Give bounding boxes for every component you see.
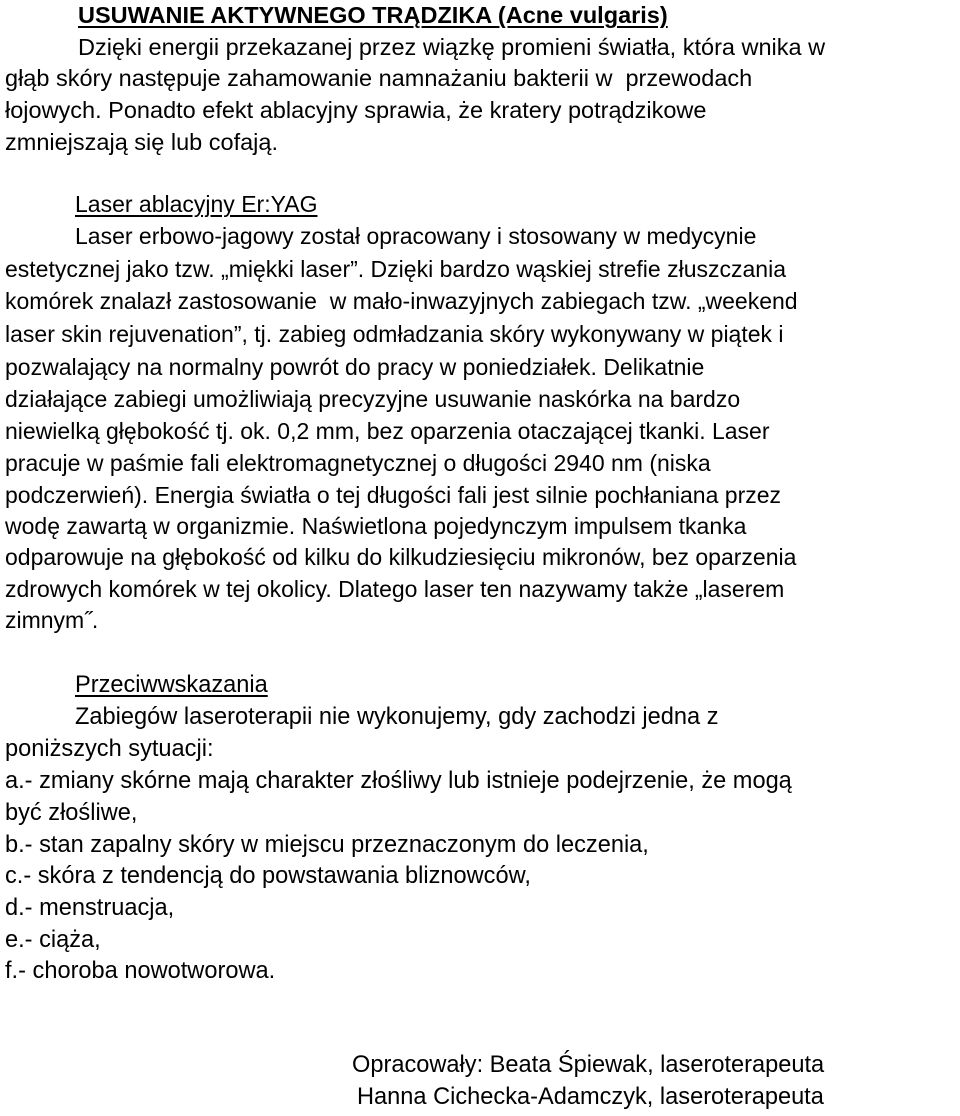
section-heading-laser: Laser ablacyjny Er:YAG <box>75 191 318 217</box>
section-heading-contraindications: Przeciwwskazania <box>75 672 268 698</box>
list-item: d.- menstruacja, <box>5 895 175 921</box>
paragraph-line: zdrowych komórek w tej okolicy. Dlatego laser ten nazywamy także „laserem <box>5 576 785 602</box>
author-line: Opracowały: Beata Śpiewak, laseroterapeuta <box>352 1052 825 1078</box>
paragraph-line: odparowuje na głębokość od kilku do kilkudziesięciu mikronów, bez oparzenia <box>5 544 797 570</box>
section-heading-acne: USUWANIE AKTYWNEGO TRĄDZIKA (Acne vulgaris) <box>78 2 668 28</box>
paragraph-line: podczerwień). Energia światła o tej długości fali jest silnie pochłaniana przez <box>5 482 782 508</box>
paragraph-line: Zabiegów laseroterapii nie wykonujemy, gdy zachodzi jedna z <box>75 704 719 730</box>
paragraph-line: Dzięki energii przekazanej przez wiązkę promieni światła, która wnika w <box>78 34 826 60</box>
paragraph-line: działające zabiegi umożliwiają precyzyjne usuwanie naskórka na bardzo <box>5 386 741 412</box>
list-item: b.- stan zapalny skóry w miejscu przeznaczonym do leczenia, <box>5 832 649 858</box>
paragraph-line: laser skin rejuvenation”, tj. zabieg odmładzania skóry wykonywany w piątek i <box>5 321 784 347</box>
paragraph-line: głąb skóry następuje zahamowanie namnażaniu bakterii w przewodach <box>5 65 753 91</box>
list-item: być złośliwe, <box>5 800 138 826</box>
paragraph-line: Laser erbowo-jagowy został opracowany i stosowany w medycynie <box>75 223 757 249</box>
paragraph-line: pracuje w paśmie fali elektromagnetycznej o długości 2940 nm (niska <box>5 450 711 476</box>
list-item: f.- choroba nowotworowa. <box>5 958 276 984</box>
paragraph-line: łojowych. Ponadto efekt ablacyjny sprawia, że kratery potrądzikowe <box>5 97 707 123</box>
list-item: c.- skóra z tendencją do powstawania bliznowców, <box>5 863 531 889</box>
list-item: e.- ciąża, <box>5 927 101 953</box>
paragraph-line: zimnym˝. <box>5 607 99 633</box>
paragraph-line: wodę zawartą w organizmie. Naświetlona pojedynczym impulsem tkanka <box>5 513 747 539</box>
list-item: a.- zmiany skórne mają charakter złośliwy lub istnieje podejrzenie, że mogą <box>5 768 792 794</box>
paragraph-line: estetycznej jako tzw. „miękki laser”. Dzięki bardzo wąskiej strefie złuszczania <box>5 256 786 282</box>
paragraph-line: pozwalający na normalny powrót do pracy w poniedziałek. Delikatnie <box>5 354 705 380</box>
author-line: Hanna Cichecka-Adamczyk, laseroterapeuta <box>357 1084 824 1110</box>
paragraph-line: komórek znalazł zastosowanie w mało-inwazyjnych zabiegach tzw. „weekend <box>5 288 798 314</box>
paragraph-line: niewielką głębokość tj. ok. 0,2 mm, bez oparzenia otaczającej tkanki. Laser <box>5 418 770 444</box>
paragraph-line: poniższych sytuacji: <box>5 736 214 762</box>
paragraph-line: zmniejszają się lub cofają. <box>5 129 278 155</box>
